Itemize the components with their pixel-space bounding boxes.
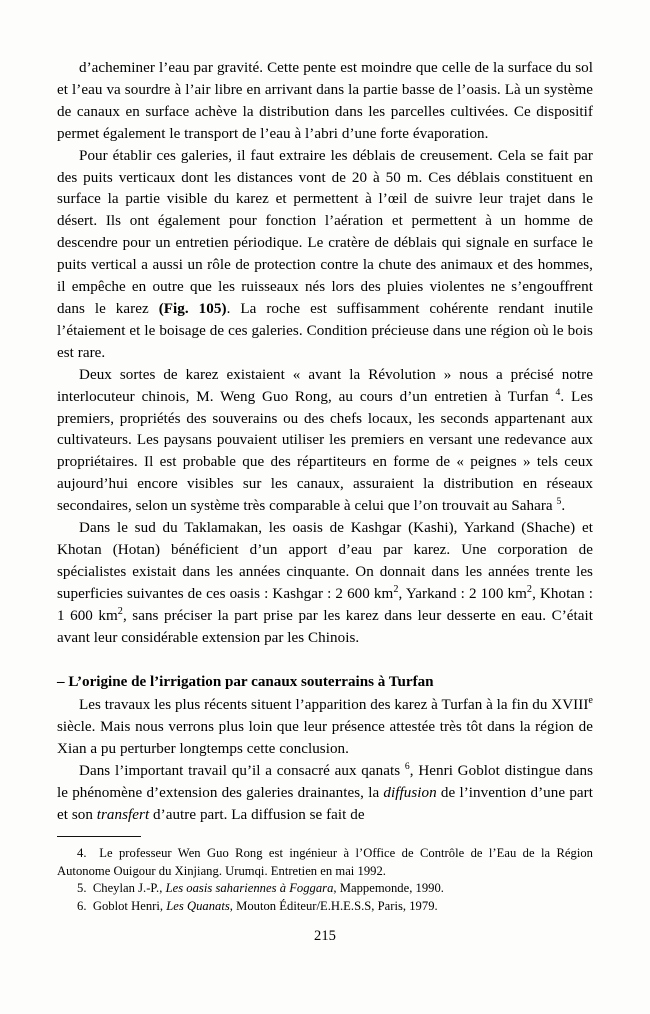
bold-run: (Fig. 105) bbox=[158, 300, 227, 317]
ordinal-suffix: e bbox=[588, 695, 593, 707]
footnote-item: 6. Goblot Henri, Les Quanats, Mouton Éditeur/E.H.E.S.S, Paris, 1979. bbox=[77, 898, 438, 913]
body-paragraph: Dans l’important travail qu’il a consacré aux qanats $^6$, Henri Goblot distingue dans le phénomène d’extension des galeries drainantes, la diffusion de l’invention d’une part et son transfert d’autre part. La diffusion se fait de bbox=[57, 761, 593, 823]
italic-run: transfert bbox=[96, 806, 150, 823]
body-paragraphs bbox=[57, 58, 593, 649]
footnote-reference: 6 bbox=[404, 761, 410, 773]
page-body-text bbox=[57, 58, 593, 827]
body-paragraph: Deux sortes de karez existaient « avant la Révolution » nous a précisé notre interlocuteur chinois, M. Weng Guo Rong, au cours d’un entretien à Turfan $^4$. Les premiers, propriétés des souverains ou des chefs locaux, les seconds appartenant aux cultivateurs. Les paysans pouvaient utiliser les premiers en versant une redevance aux propriétaires. Il est probable que des répartiteurs en forme de « peignes » tels ceux aujourd’hui encore visibles sur les canaux, assuraient la distribution en réseaux secondaires, selon un système très comparable à celui que l’on trouvait au Sahara $^5$. bbox=[57, 366, 594, 515]
footnote-reference: 4 bbox=[555, 386, 561, 398]
body-paragraph: Pour établir ces galeries, il faut extraire les déblais de creusement. Cela se fait par des puits verticaux dont les distances vont de 20 à 50 m. Ces déblais constituent en surface la partie visible du karez et permettent à l’œil de suivre leur trajet dans le désert. Ils ont également pour fonction l’aération et permettent à un homme de descendre pour un entretien périodique. Le cratère de déblais qui signale en surface le puits vertical a aussi un rôle de protection contre la chute des animaux et des hommes, il empêche en outre que les ruisseaux nés lors des pluies violentes ne s’engouffrent dans le karez (Fig. 105). La roche est suffisamment cohérente rendant inutile l’étaiement et le boisage de ces galeries. Condition précieuse dans une région où le bois est rare. bbox=[57, 147, 594, 361]
footnote-item: 5. Cheylan J.-P., Les oasis sahariennes à Foggara, Mappemonde, 1990. bbox=[77, 881, 444, 896]
footnote-item: 4. Le professeur Wen Guo Rong est ingénieur à l’Office de Contrôle de l’Eau de la Région Autonome Ouigour du Xinjiang. Urumqi. Entretien en mai 1992. bbox=[57, 846, 593, 878]
heading-label: L’origine de l’irrigation par canaux souterrains à Turfan bbox=[68, 674, 434, 691]
italic-run: Les Quanats bbox=[166, 898, 230, 913]
section-heading bbox=[57, 649, 593, 695]
footnote-separator-rule bbox=[57, 836, 141, 837]
superscript-run: 2 bbox=[526, 583, 533, 595]
body-paragraphs-after-heading bbox=[57, 695, 593, 826]
body-paragraph: d’acheminer l’eau par gravité. Cette pente est moindre que celle de la surface du sol et l’eau va sourdre à l’air libre en arrivant dans la partie basse de l’oasis. Là un système de canaux en surface achève la distribution dans les parcelles cultivées. Ce dispositif permet également le transport de l’eau à l’abri d’une forte évaporation. bbox=[57, 60, 593, 142]
smallcaps-run: XVIII bbox=[551, 697, 589, 714]
footnote-reference: 5 bbox=[556, 496, 562, 508]
heading-dash: – bbox=[57, 674, 65, 691]
footnotes-block bbox=[57, 836, 593, 915]
footnote-number: 4. bbox=[77, 846, 87, 860]
body-paragraph: Dans le sud du Taklamakan, les oasis de Kashgar (Kashi), Yarkand (Shache) et Khotan (Hotan) bénéficient d’un apport d’eau par karez. Une corporation de spécialistes existait dans les années cinquante. On donnait dans les années trente les superficies suivantes de ces oasis : Kashgar : 2 600 $km^2$, Yarkand : 2 100 $km^2$, Khotan : 1 600 $km^2$, sans préciser la part prise par les karez dans leur desserte en eau. C’était avant leur considérable extension par les Chinois. bbox=[57, 520, 594, 646]
footnote-list bbox=[57, 845, 593, 915]
superscript-run: 2 bbox=[393, 583, 399, 595]
italic-run: Les oasis sahariennes à Foggara bbox=[165, 881, 334, 896]
page-number: 215 bbox=[314, 928, 336, 944]
footnote-number: 5. bbox=[77, 881, 87, 896]
body-paragraph: Les travaux les plus récents situent l’apparition des karez à Turfan à la fin du XVIIIe siècle. Mais nous verrons plus loin que leur présence attestée très tôt dans la région de Xian a pu perturber longtemps cette conclusion. bbox=[57, 695, 593, 758]
superscript-run: 2 bbox=[117, 605, 123, 617]
footnote-number: 6. bbox=[77, 898, 87, 913]
italic-run: diffusion bbox=[383, 785, 437, 801]
